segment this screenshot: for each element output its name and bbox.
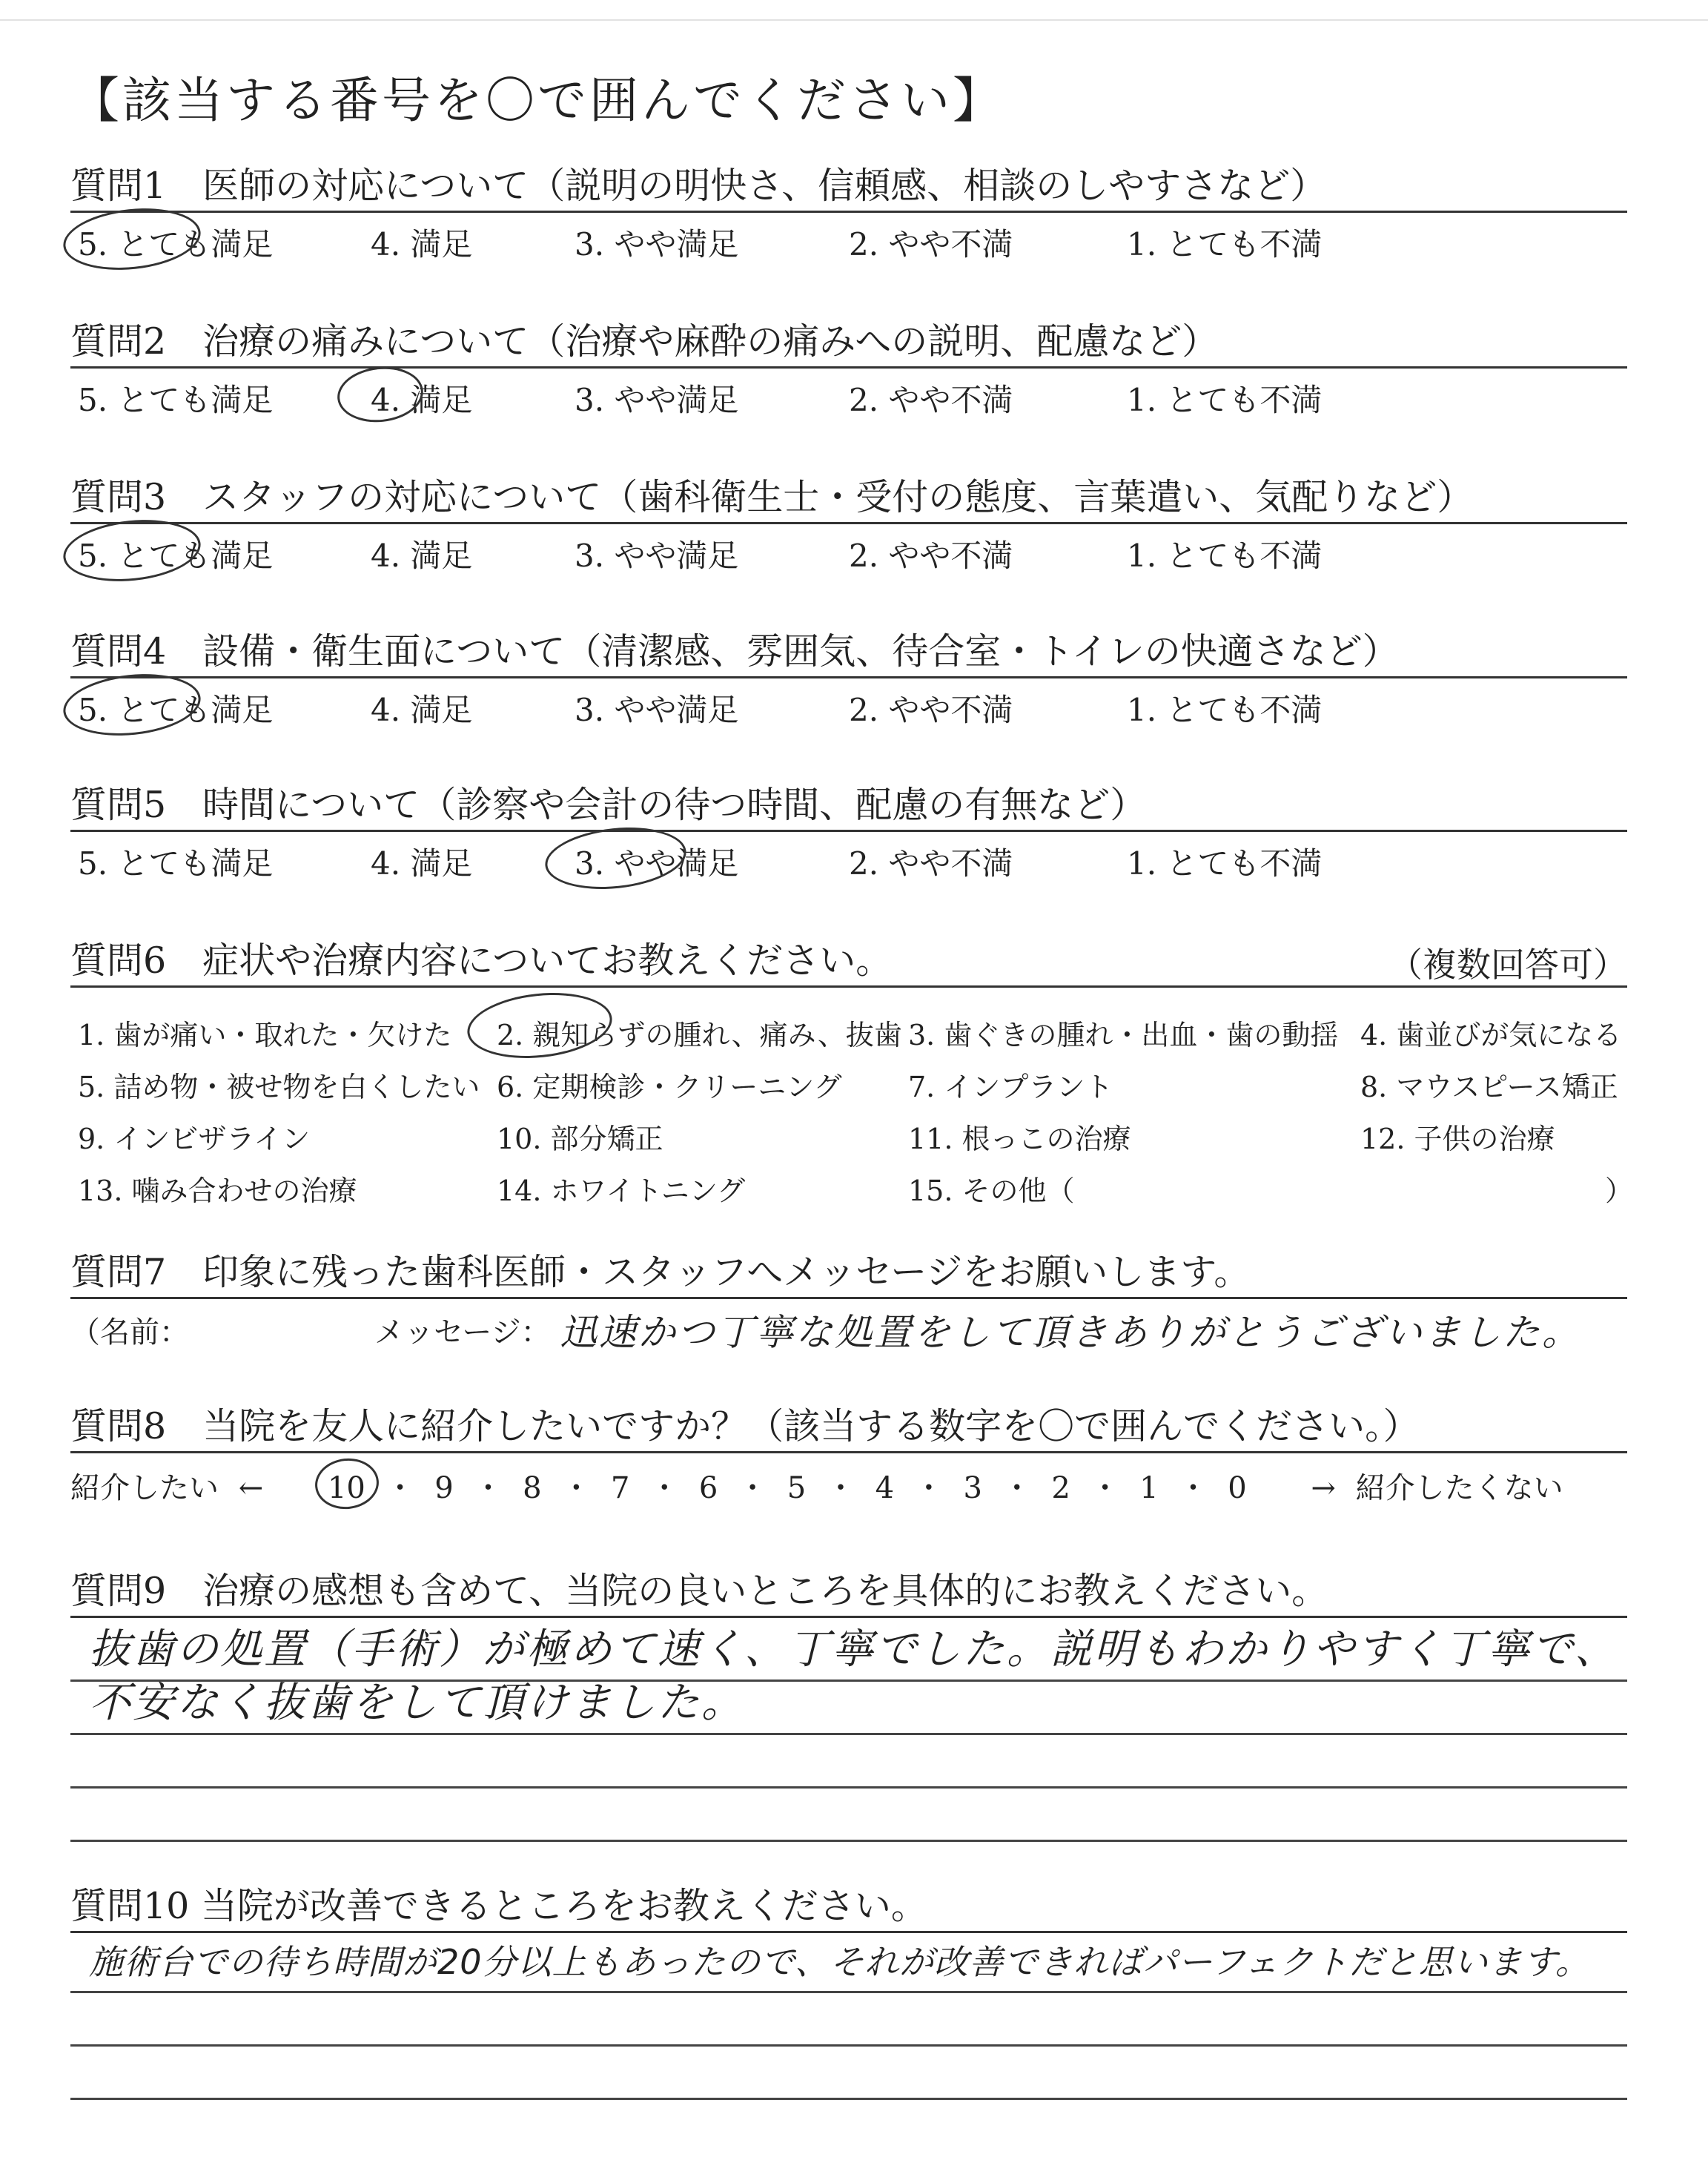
question-1 [70, 163, 1627, 262]
question-title: 質問9 治療の感想も含めて、当院の良いところを具体的にお教えください。 [70, 1570, 1328, 1612]
question-8 [70, 1404, 1627, 1453]
rating-option-3[interactable]: 3. やや満足 [575, 692, 739, 728]
rating-option-5[interactable]: 5. とても満足 [78, 845, 274, 882]
selection-circle [60, 202, 203, 277]
rating-option-2[interactable]: 2. やや不満 [849, 226, 1013, 262]
rating-option-3[interactable]: 3. やや満足 [575, 382, 739, 418]
answer-rule [70, 1733, 1627, 1735]
rating-option-3[interactable]: 3. やや満足 [575, 538, 739, 574]
question-title: 質問2 治療の痛みについて（治療や麻酔の痛みへの説明、配慮など） [70, 320, 1219, 363]
question-title: 質問1 医師の対応について（説明の明快さ、信頼感、相談のしやすさなど） [70, 165, 1327, 207]
symptom-option[interactable]: 10. 部分矯正 [497, 1123, 663, 1155]
handwritten-answer-line[interactable]: 施術台での待ち時間が20分以上もあったので、それが改善できればパーフェクトだと思います。 [89, 1942, 1590, 1982]
name-label: （名前： [70, 1315, 189, 1350]
question-title: 質問8 当院を友人に紹介したいですか？（該当する数字を〇で囲んでください。） [70, 1405, 1420, 1447]
rating-option-4[interactable]: 4. 満足 [371, 382, 473, 418]
rating-option-5[interactable]: 5. とても満足 [78, 382, 274, 418]
question-rule [70, 1931, 1627, 1933]
rating-option-4[interactable]: 4. 満足 [371, 538, 473, 574]
rating-option-2[interactable]: 2. やや不満 [849, 845, 1013, 882]
selection-circle [60, 668, 203, 742]
rating-options [70, 524, 1627, 574]
rating-option-1[interactable]: 1. とても不満 [1127, 845, 1323, 882]
scale-left-label: 紹介したい ← [70, 1471, 264, 1505]
answer-rule [70, 1991, 1627, 1993]
page-top-edge [0, 19, 1708, 21]
question-title: 質問6 症状や治療内容についてお教えください。 [70, 939, 893, 982]
question-rule [70, 1451, 1627, 1453]
question-3 [70, 475, 1627, 574]
form-heading: 【該当する番号を〇で囲んでください】 [70, 72, 1004, 129]
rating-options [70, 369, 1627, 418]
question-2 [70, 319, 1627, 418]
question-10 [70, 1883, 1627, 1933]
symptom-option[interactable]: 1. 歯が痛い・取れた・欠けた [78, 1019, 452, 1051]
question-rule [70, 1297, 1627, 1299]
question-title: 質問3 スタッフの対応について（歯科衛生士・受付の態度、言葉遣い、気配りなど） [70, 476, 1474, 518]
other-close-paren: ） [1605, 1175, 1634, 1207]
question-title: 質問7 印象に残った歯科医師・スタッフへメッセージをお願いします。 [70, 1251, 1251, 1293]
rating-option-2[interactable]: 2. やや不満 [849, 382, 1013, 418]
rating-option-4[interactable]: 4. 満足 [371, 692, 473, 728]
answer-rule [70, 2044, 1627, 2047]
scale-values[interactable]: 10 ・ 9 ・ 8 ・ 7 ・ 6 ・ 5 ・ 4 ・ 3 ・ 2 ・ 1 ・ 0 [327, 1471, 1247, 1505]
handwritten-answer-line[interactable]: 抜歯の処置（手術）が極めて速く、丁寧でした。説明もわかりやすく丁寧で、 [89, 1625, 1618, 1674]
rating-option-5[interactable]: 5. とても満足 [78, 538, 274, 574]
rating-options [70, 213, 1627, 262]
question-5 [70, 782, 1627, 882]
question-title: 質問5 時間について（診察や会計の待つ時間、配慮の有無など） [70, 784, 1147, 826]
rating-options [70, 678, 1627, 728]
rating-option-5[interactable]: 5. とても満足 [78, 692, 274, 728]
rating-option-3[interactable]: 3. やや満足 [575, 226, 739, 262]
rating-option-1[interactable]: 1. とても不満 [1127, 692, 1323, 728]
answer-rule [70, 1786, 1627, 1789]
symptom-option[interactable]: 13. 噛み合わせの治療 [78, 1175, 357, 1207]
handwritten-message[interactable]: 迅速かつ丁寧な処置をして頂きありがとうございました。 [560, 1311, 1581, 1354]
symptom-option[interactable]: 15. その他（ [908, 1175, 1075, 1207]
symptom-option[interactable]: 14. ホワイトニング [497, 1175, 746, 1207]
message-label: メッセージ： [374, 1315, 551, 1350]
answer-rule [70, 2098, 1627, 2100]
question-title: 質問4 設備・衛生面について（清潔感、雰囲気、待合室・トイレの快適さなど） [70, 630, 1399, 673]
selection-circle [60, 514, 203, 588]
rating-option-2[interactable]: 2. やや不満 [849, 538, 1013, 574]
symptom-option[interactable]: 12. 子供の治療 [1360, 1123, 1555, 1155]
rating-option-3[interactable]: 3. やや満足 [575, 845, 739, 882]
question-6 [70, 938, 1627, 988]
rating-option-2[interactable]: 2. やや不満 [849, 692, 1013, 728]
selection-circle [542, 821, 689, 896]
symptom-option[interactable]: 5. 詰め物・被せ物を白くしたい [78, 1071, 480, 1103]
symptom-option[interactable]: 7. インプラント [908, 1071, 1113, 1103]
symptom-option[interactable]: 11. 根っこの治療 [908, 1123, 1131, 1155]
rating-option-1[interactable]: 1. とても不満 [1127, 226, 1323, 262]
multi-answer-note: （複数回答可） [1388, 945, 1627, 985]
symptom-option[interactable]: 4. 歯並びが気になる [1360, 1019, 1622, 1051]
question-title: 質問10 当院が改善できるところをお教えください。 [70, 1885, 927, 1927]
recommend-scale [70, 1464, 1563, 1507]
symptom-option[interactable]: 8. マウスピース矯正 [1360, 1071, 1618, 1103]
scale-right-label: → 紹介したくない [1311, 1471, 1563, 1505]
question-7 [70, 1249, 1627, 1299]
symptom-option[interactable]: 6. 定期検診・クリーニング [497, 1071, 842, 1103]
selection-circle [464, 986, 615, 1065]
rating-option-4[interactable]: 4. 満足 [371, 845, 473, 882]
symptom-option[interactable]: 9. インビザライン [78, 1123, 311, 1155]
symptom-option[interactable]: 2. 親知らずの腫れ、痛み、抜歯 [497, 1019, 902, 1051]
rating-option-4[interactable]: 4. 満足 [371, 226, 473, 262]
rating-option-1[interactable]: 1. とても不満 [1127, 538, 1323, 574]
symptom-option[interactable]: 3. 歯ぐきの腫れ・出血・歯の動揺 [908, 1019, 1339, 1051]
answer-lines [70, 1991, 1627, 2151]
answer-rule [70, 1840, 1627, 1842]
rating-option-5[interactable]: 5. とても満足 [78, 226, 274, 262]
handwritten-answer-line[interactable]: 不安なく抜歯をして頂けました。 [89, 1679, 745, 1727]
rating-options [70, 832, 1627, 882]
question-9 [70, 1568, 1627, 1618]
rating-option-1[interactable]: 1. とても不満 [1127, 382, 1323, 418]
question-4 [70, 629, 1627, 728]
